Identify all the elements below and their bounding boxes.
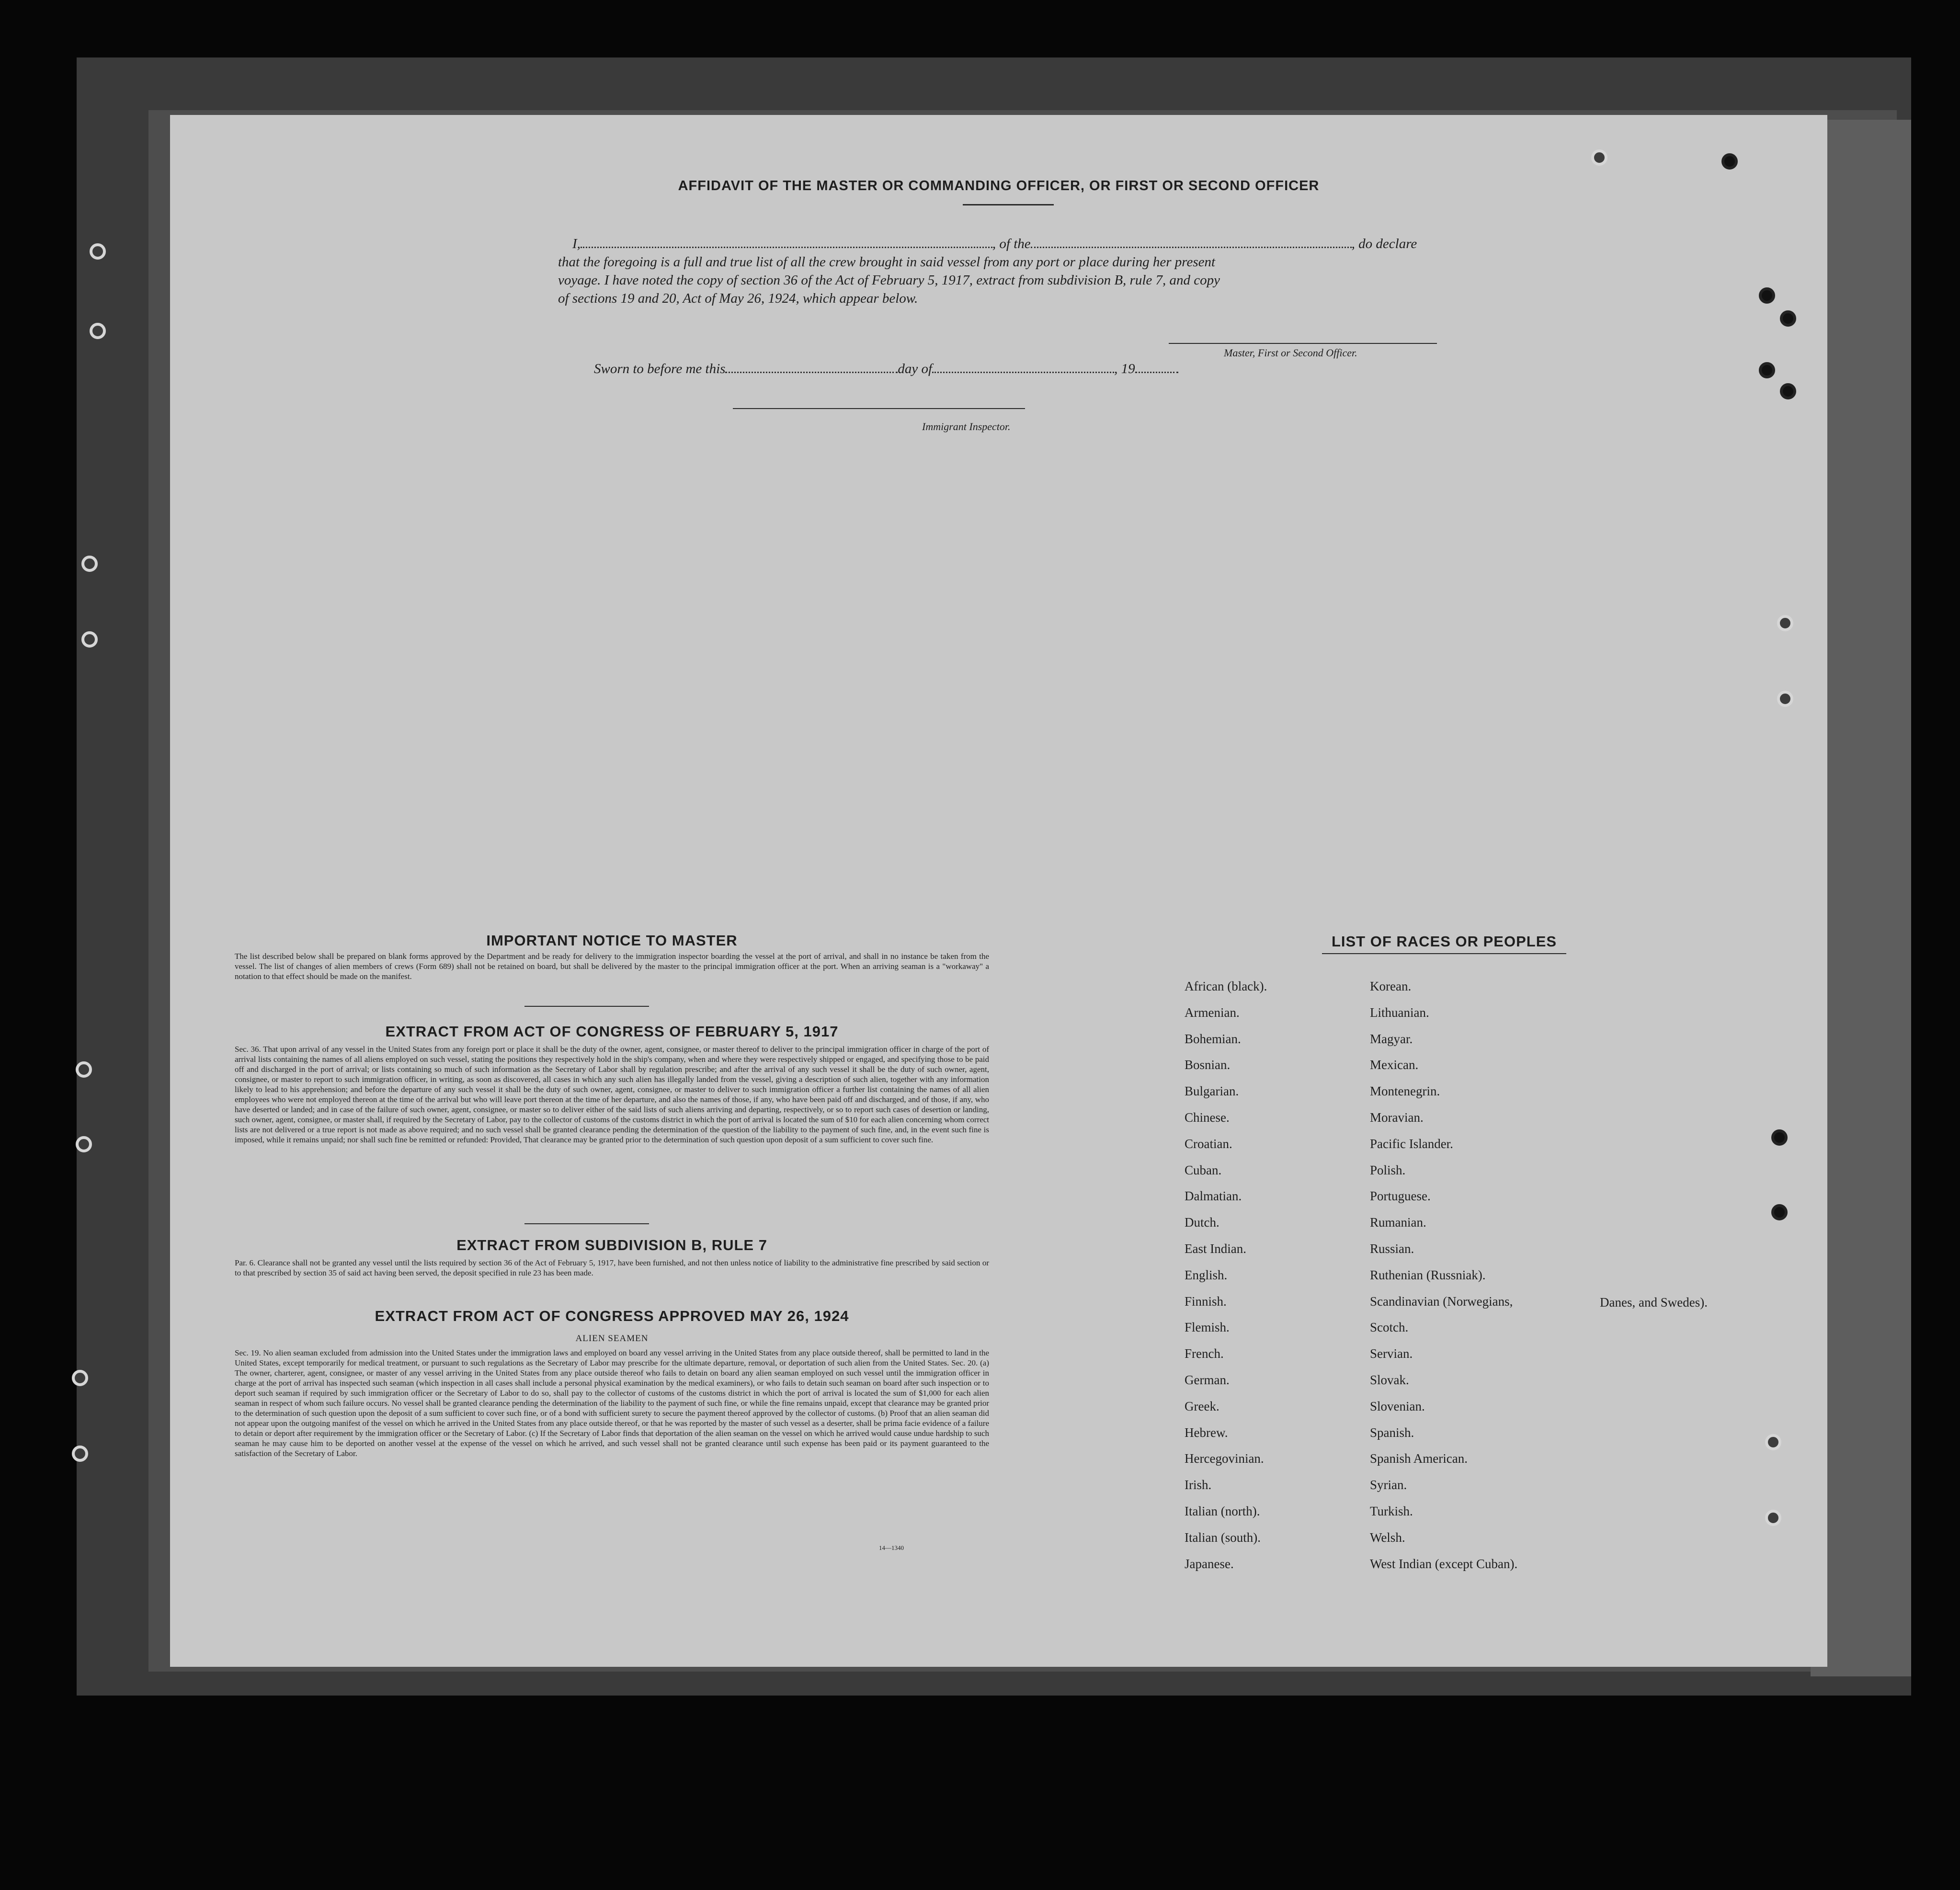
race-item: Montenegrin.	[1370, 1084, 1440, 1099]
race-item: Portuguese.	[1370, 1189, 1431, 1204]
divider	[524, 1223, 649, 1224]
race-item: Hercegovinian.	[1185, 1451, 1264, 1466]
race-item: Polish.	[1370, 1162, 1406, 1177]
punch-hole	[1765, 1510, 1781, 1526]
race-item: Slovenian.	[1370, 1399, 1425, 1413]
race-item: Bohemian.	[1185, 1031, 1241, 1046]
race-item: African (black).	[1185, 979, 1267, 993]
race-item: Italian (south).	[1185, 1530, 1261, 1545]
master-caption: Master, First or Second Officer.	[1224, 347, 1357, 359]
race-item: Ruthenian (Russniak).	[1370, 1267, 1486, 1282]
extract-rule7-title: EXTRACT FROM SUBDIVISION B, RULE 7	[456, 1237, 767, 1253]
affidavit-line3: voyage. I have noted the copy of section 36 of the Act of February 5, 1917, extract from subdivision B, rule 7, and copy	[558, 273, 1220, 288]
punch-hole	[81, 631, 98, 648]
affidavit-title: AFFIDAVIT OF THE MASTER OR COMMANDING OFFICER, OR FIRST OR SECOND OFFICER	[678, 178, 1320, 194]
race-item: Russian.	[1370, 1241, 1414, 1256]
race-item: West Indian (except Cuban).	[1370, 1556, 1518, 1571]
affidavit-line2: that the foregoing is a full and true list of all the crew brought in said vessel from any port or place during her present	[558, 254, 1216, 270]
race-item: Welsh.	[1370, 1530, 1405, 1545]
race-item: French.	[1185, 1346, 1224, 1361]
punch-hole	[1759, 362, 1775, 378]
race-item: Slovak.	[1370, 1373, 1409, 1387]
master-signature-line	[1169, 343, 1437, 344]
month-blank	[932, 372, 1114, 373]
notice-text: The list described below shall be prepared on blank forms approved by the Department and be ready for delivery to the immigration inspector boarding the vessel at the port of arrival, and shall in no instance be taken from the vessel. The list of changes of alien members of crews (Form 689) shall not be retained on board, but shall be delivered by the master to the principal immigration officer at the port. When an arriving seaman is a "workaway" a notation to that effect should be made on the manifest.	[235, 952, 989, 981]
year-blank	[1135, 372, 1178, 373]
race-item: Scotch.	[1370, 1320, 1409, 1335]
inspector-caption: Immigrant Inspector.	[922, 421, 1011, 433]
race-scandinavian-continued: Danes, and Swedes).	[1600, 1295, 1708, 1309]
inspector-signature-line	[733, 408, 1025, 409]
punch-hole	[1771, 1204, 1788, 1220]
extract-1924-subtitle: ALIEN SEAMEN	[575, 1333, 649, 1343]
affidavit-declaration	[558, 235, 1636, 307]
race-item: Armenian.	[1185, 1005, 1240, 1020]
punch-hole	[76, 1136, 92, 1152]
sworn-label: Sworn to before me this	[594, 361, 726, 376]
notice-title: IMPORTANT NOTICE TO MASTER	[486, 932, 738, 949]
divider	[963, 204, 1054, 205]
race-item: Bosnian.	[1185, 1058, 1231, 1072]
race-item: Dalmatian.	[1185, 1189, 1242, 1204]
race-item: Syrian.	[1370, 1478, 1407, 1492]
name-blank	[581, 247, 992, 248]
document-page	[170, 115, 1827, 1667]
race-item: Turkish.	[1370, 1504, 1413, 1518]
punch-hole	[1771, 1129, 1788, 1146]
race-item: Korean.	[1370, 979, 1412, 993]
race-item: English.	[1185, 1267, 1228, 1282]
affidavit-of-the: , of the	[992, 236, 1031, 251]
extract-1917-title: EXTRACT FROM ACT OF CONGRESS OF FEBRUARY 5, 1917	[385, 1023, 839, 1040]
race-item: Rumanian.	[1370, 1215, 1426, 1230]
extract-1917-text: Sec. 36. That upon arrival of any vessel in the United States from any foreign port or place it shall be the duty of the owner, agent, consignee, or master thereof to deliver to the principal immigration officer in charge of the port of arrival lists containing the names of all aliens employed on such vessel, stating the positions they respectively hold in the ship's company, when and where they were respectively shipped or engaged, and specifying those to be paid off and discharged in the port of arrival; or lists containing so much of such information as the Secretary of Labor shall by regulation prescribe; and after the arrival of any such vessel it shall be the duty of such owner, agent, consignee, or master to report to such immigration officer, in writing, as soon as discovered, all cases in which any such alien has illegally landed from the vessel, giving a description of such alien, together with any information likely to lead to his apprehension; and before the departure of any such vessel it shall be the duty of such owner, agent, consignee, or master to deliver to such immigration officer a further list containing the names of all alien employees who were not employed thereon at the time of the arrival but who will leave port thereon at the time of her departure, and also the names of those, if any, who have been paid off and discharged, and of those, if any, who have deserted or landed; and in case of the failure of such owner, agent, consignee, or master so to deliver either of the said lists of such aliens arriving and departing, respectively, or so to report such cases of desertion or landing, such owner, agent, consignee, or master shall, if required by the Secretary of Labor, pay to the collector of customs of the customs district in which the port of arrival is located the sum of $10 for each alien concerning whom correct lists are not delivered or a true report is not made as above required; and no such vessel shall be granted clearance pending the determination of the question of the liability to the payment of such fine, and, in the event such fine is imposed, while it remains unpaid; nor shall such fine be remitted or refunded: Provided, That clearance may be granted prior to the determination of such question upon deposit of a sum sufficient to cover such fine.	[235, 1045, 989, 1144]
affidavit-line4: of sections 19 and 20, Act of May 26, 1924, which appear below.	[558, 291, 918, 306]
affidavit-i: I,	[572, 236, 581, 251]
race-item: Spanish.	[1370, 1425, 1414, 1440]
extract-1924-text: Sec. 19. No alien seaman excluded from admission into the United States under the immigration laws and employed on board any vessel arriving in the United States from any place outside thereof, shall be permitted to land in the United States, except temporarily for medical treatment, or pursuant to such regulations as the Secretary of Labor may prescribe for the ultimate departure, removal, or deportation of such alien from the United States. Sec. 20. (a) The owner, charterer, agent, consignee, or master of any vessel arriving in the United States from any place outside thereof who fails to detain on board any alien seaman employed on such vessel until the immigration officer in charge at the port of arrival has inspected such seaman (which inspection in all cases shall include a personal physical examination by the medical examiners), or who fails to detain such seaman on board after such inspection or to deport such seaman if required by such immigration officer or the Secretary of Labor to do so, shall pay to the collector of customs of the customs district in which the port of arrival is located the sum of $1,000 for each alien seaman in respect of whom such failure occurs. No vessel shall be granted clearance pending the determination of the liability to the payment of such fine, or while the fine remains unpaid, except that clearance may be granted prior to the determination of such question upon the deposit of a sum sufficient to cover such fine, or of a bond with sufficient surety to secure the payment thereof approved by the collector of customs. (b) Proof that an alien seaman did not appear upon the outgoing manifest of the vessel on which he arrived in the United States from any place outside thereof, or that he was reported by the master of such vessel as a deserter, shall be prima facie evidence of a failure to detain or deport after requirement by the immigration officer or the Secretary of Labor. (c) If the Secretary of Labor finds that deportation of the alien seaman on the vessel on which he arrived would cause undue hardship to such seaman he may cause him to be deported on another vessel at the expense of the vessel on which he arrived, and such vessel shall not be granted clearance until such expense has been paid or its payment guaranteed to the satisfaction of the Secretary of Labor.	[235, 1348, 989, 1458]
races-title: LIST OF RACES OR PEOPLES	[1331, 933, 1557, 950]
race-item: Dutch.	[1185, 1215, 1219, 1230]
race-item: Servian.	[1370, 1346, 1413, 1361]
race-item: East Indian.	[1185, 1241, 1246, 1256]
punch-hole	[90, 243, 106, 260]
punch-hole	[1780, 310, 1796, 327]
race-item: Cuban.	[1185, 1162, 1222, 1177]
divider	[1322, 953, 1566, 954]
punch-hole	[72, 1446, 88, 1462]
divider	[524, 1006, 649, 1007]
race-item: Chinese.	[1185, 1110, 1230, 1125]
punch-hole	[1591, 149, 1607, 166]
race-item: Irish.	[1185, 1478, 1212, 1492]
vessel-blank	[1031, 247, 1352, 248]
punch-hole	[1721, 153, 1738, 170]
punch-hole	[90, 323, 106, 339]
race-item: Italian (north).	[1185, 1504, 1260, 1518]
race-item: Hebrew.	[1185, 1425, 1228, 1440]
punch-hole	[81, 556, 98, 572]
punch-hole	[1780, 383, 1796, 399]
race-item: German.	[1185, 1373, 1230, 1387]
day-blank	[725, 372, 898, 373]
day-of-label: day of	[898, 361, 933, 376]
race-item: Mexican.	[1370, 1058, 1419, 1072]
affidavit-do-declare: , do declare	[1351, 236, 1417, 251]
race-item: Greek.	[1185, 1399, 1219, 1413]
race-item: Finnish.	[1185, 1294, 1227, 1309]
race-item: Moravian.	[1370, 1110, 1424, 1125]
race-item: Scandinavian (Norwegians,	[1370, 1294, 1513, 1309]
race-item: Pacific Islander.	[1370, 1136, 1453, 1151]
punch-hole	[1759, 287, 1775, 304]
race-item: Bulgarian.	[1185, 1084, 1239, 1099]
punch-hole	[1765, 1434, 1781, 1450]
punch-hole	[76, 1061, 92, 1078]
race-item: Flemish.	[1185, 1320, 1230, 1335]
extract-rule7-text: Par. 6. Clearance shall not be granted any vessel until the lists required by section 36 of the Act of February 5, 1917, have been furnished, and not then unless notice of liability to the administrative fine prescribed by said section or to that prescribed by section 35 of said act having been served, the deposit specified in rule 23 has been made.	[235, 1258, 989, 1277]
form-number: 14—1340	[879, 1544, 904, 1551]
race-item: Magyar.	[1370, 1031, 1413, 1046]
race-item: Lithuanian.	[1370, 1005, 1429, 1020]
punch-hole	[1777, 691, 1793, 707]
year-label: , 19	[1114, 361, 1135, 376]
sworn-line	[594, 361, 1178, 377]
punch-hole	[1777, 615, 1793, 631]
extract-1924-title: EXTRACT FROM ACT OF CONGRESS APPROVED MAY 26, 1924	[375, 1308, 849, 1324]
race-item: Japanese.	[1185, 1556, 1234, 1571]
race-item: Spanish American.	[1370, 1451, 1468, 1466]
race-item: Croatian.	[1185, 1136, 1232, 1151]
punch-hole	[72, 1370, 88, 1386]
